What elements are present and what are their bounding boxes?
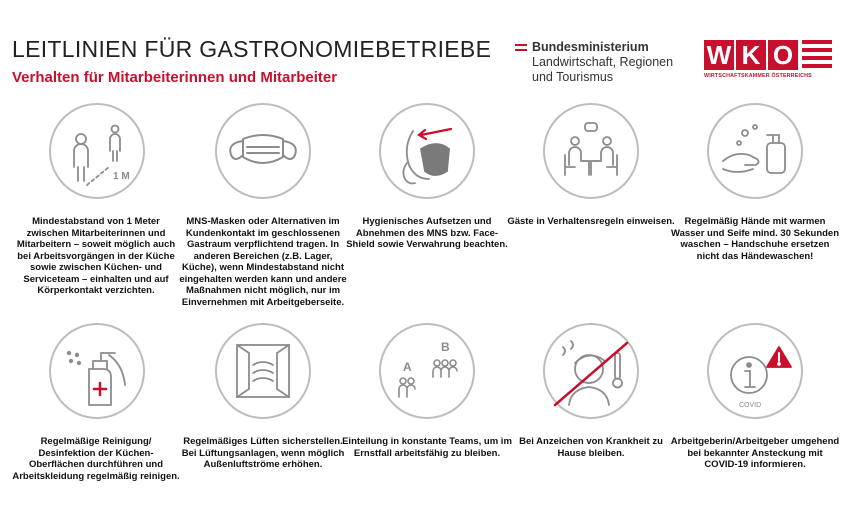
distance-label: 1 M <box>113 171 130 182</box>
wko-stripes-icon <box>802 40 832 70</box>
sick-person-icon <box>543 323 639 419</box>
caption-disinfection: Regelmäßige Reinigung/ Desinfektion der Küchen-Oberflächen durchführen und Arbeitskleidung regelmäßig reinigen. <box>12 436 180 482</box>
mask-putting-on-icon <box>379 103 475 199</box>
ministry-line-3: und Tourismus <box>532 70 614 84</box>
caption-mask: MNS-Masken oder Alternativen im Kundenkontakt im geschlossenen Gastraum verpflichtend tragen. In anderen Bereichen (z.B. Lager, Küche), wenn Mindestabstand nicht eingehalten werden kann und andere Maßnahmen nicht möglich, nur im Einvernehmen mit Arbeitgeberseite. <box>179 216 347 308</box>
mask-icon <box>215 103 311 199</box>
page-title: LEITLINIEN FÜR GASTRONOMIEBETRIEBE <box>12 36 492 62</box>
caption-teams: Einteilung in konstante Teams, um im Ernstfall arbeitsfähig zu bleiben. <box>342 436 512 459</box>
austria-flag-icon <box>515 44 527 51</box>
guests-table-icon <box>543 103 639 199</box>
wko-logo <box>704 40 832 79</box>
info-warning-icon <box>707 323 803 419</box>
wko-letter-k: K <box>736 40 766 70</box>
ministry-logo <box>515 40 673 85</box>
caption-infection-report: Arbeitgeberin/Arbeitgeber umgehend bei bekannter Ansteckung mit COVID-19 informieren. <box>670 436 840 470</box>
caption-sickness: Bei Anzeichen von Krankheit zu Hause bleiben. <box>519 436 663 459</box>
hand-washing-icon <box>707 103 803 199</box>
ministry-line-1: Bundesministerium <box>532 40 649 54</box>
caption-guests: Gäste in Verhaltensregeln einweisen. <box>507 216 675 227</box>
wko-letter-o: O <box>768 40 798 70</box>
team-a-label: A <box>403 360 412 374</box>
caption-ventilation: Regelmäßiges Lüften sicherstellen. Bei Lüftungsanlagen, wenn möglich Außenluftströme erhöhen. <box>181 436 345 470</box>
team-b-label: B <box>441 340 450 354</box>
ministry-line-2: Landwirtschaft, Regionen <box>532 55 674 69</box>
wko-letter-w: W <box>704 40 734 70</box>
wko-subline: WIRTSCHAFTSKAMMER ÖSTERREICHS <box>704 73 812 79</box>
caption-distance: Mindestabstand von 1 Meter zwischen Mitarbeiterinnen und Mitarbeitern – soweit möglich auch bei Arbeitsvorgängen in der Küche sowie zwischen Küchen- und Serviceteam – einhalten und auf Körperkontakt verzichten. <box>16 216 176 296</box>
distance-icon <box>49 103 145 199</box>
page-subtitle: Verhalten für Mitarbeiterinnen und Mitarbeiter <box>12 69 338 86</box>
ventilation-window-icon <box>215 323 311 419</box>
disinfection-spray-icon <box>49 323 145 419</box>
caption-hand-washing: Regelmäßig Hände mit warmen Wasser und Seife mind. 30 Sekunden waschen – Handschuhe ersetzen nicht das Händewaschen! <box>670 216 840 262</box>
teams-icon <box>379 323 475 419</box>
covid-label: COVID <box>739 402 762 409</box>
caption-mask-handling: Hygienisches Aufsetzen und Abnehmen des MNS bzw. Face-Shield sowie Verwahrung beachten. <box>346 216 508 250</box>
